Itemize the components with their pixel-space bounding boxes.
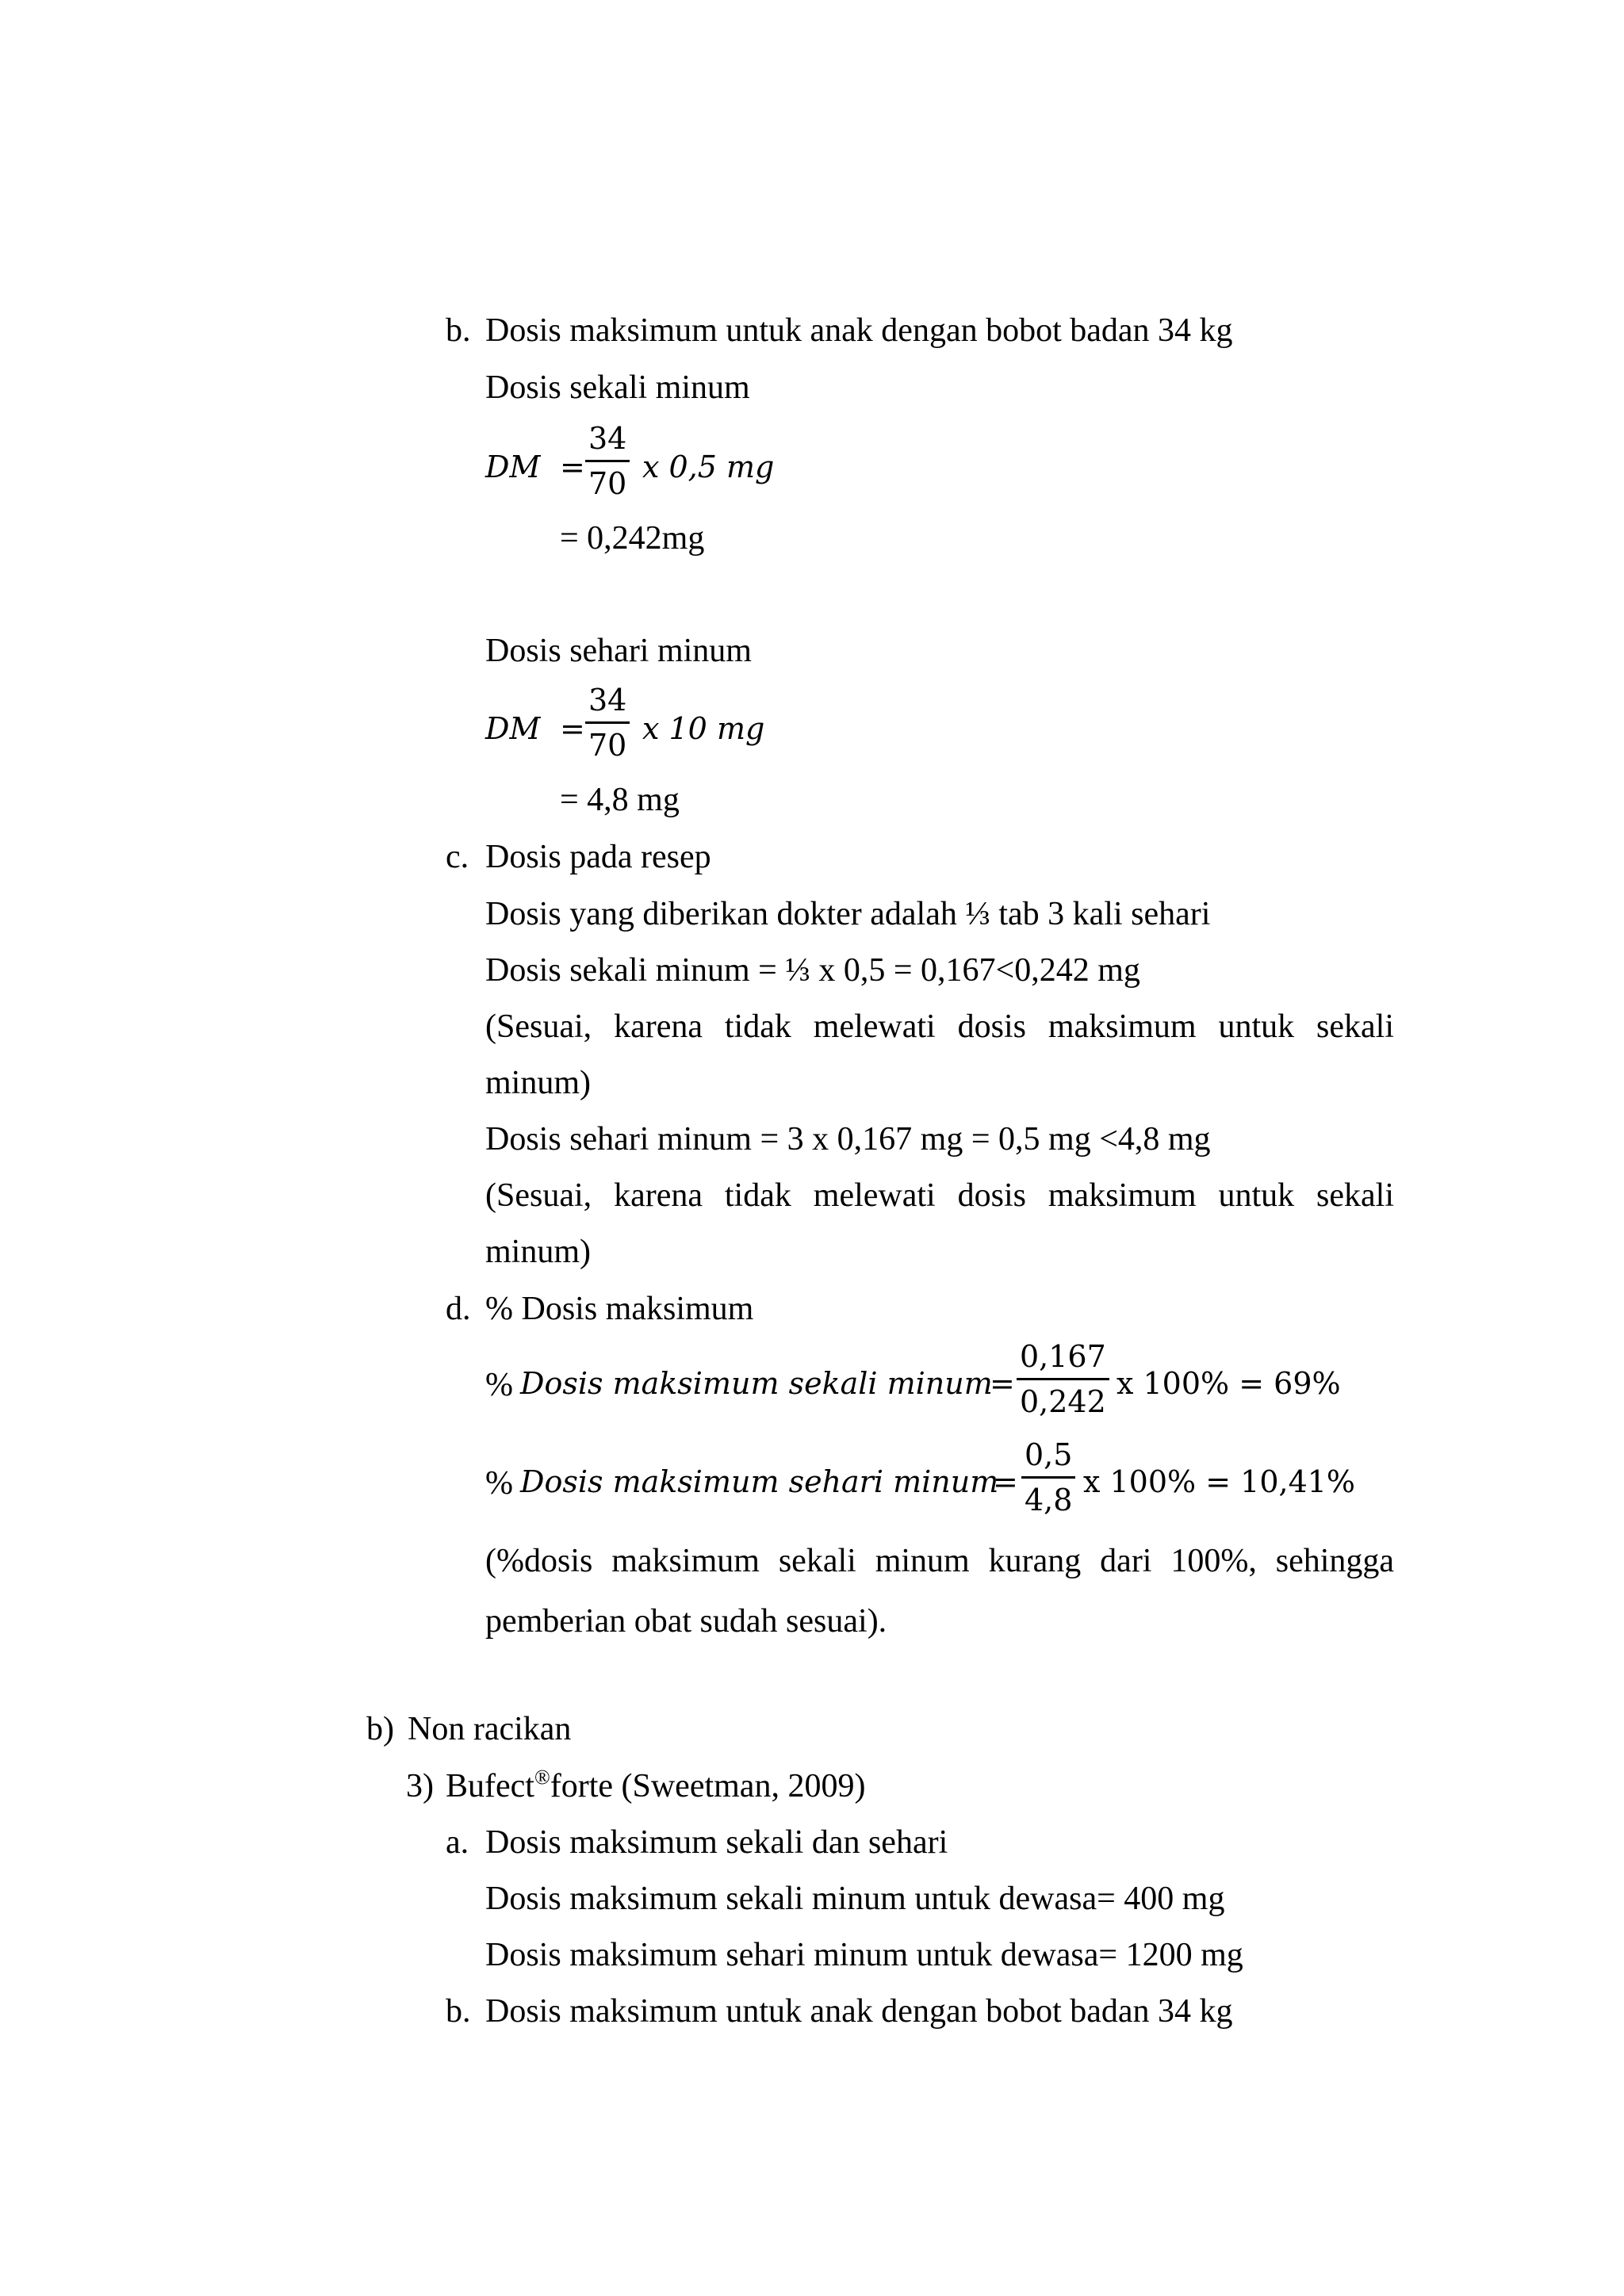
formula-fraction: [585, 423, 630, 499]
fraction-numerator: 34: [588, 421, 627, 456]
word: maksimum: [611, 1543, 760, 1579]
word: karena: [614, 1177, 703, 1214]
list-marker: 3): [406, 1768, 434, 1804]
formula-label: Dosis maksimum sehari minum: [520, 1464, 999, 1499]
dose-once-label: Dosis sekali minum: [485, 369, 750, 406]
word: dosis: [957, 1177, 1026, 1214]
formula-multiplier: x 0,5 mg: [642, 450, 775, 484]
list-marker: b): [366, 1711, 394, 1747]
word: 100%,: [1170, 1543, 1257, 1579]
word: minum: [875, 1543, 970, 1579]
section-heading: Dosis maksimum untuk anak dengan bobot badan 34 kg: [485, 312, 1233, 349]
section-heading: Dosis maksimum sekali dan sehari: [485, 1824, 948, 1861]
list-marker: a.: [446, 1824, 469, 1861]
paragraph-line: pemberian obat sudah sesuai).: [485, 1603, 887, 1640]
fraction-numerator: 0,167: [1020, 1339, 1106, 1374]
word: sehingga: [1275, 1543, 1395, 1579]
fraction-denominator: 70: [588, 466, 627, 501]
dose-daily-label: Dosis sehari minum: [485, 633, 752, 669]
word: maksimum: [1048, 1008, 1197, 1045]
formula-multiplier: x 100% = 10,41%: [1083, 1464, 1356, 1499]
paragraph-line: minum): [485, 1065, 591, 1101]
registered-mark: ®: [534, 1766, 550, 1789]
list-marker: b.: [446, 1993, 471, 2030]
formula-result: = 0,242mg: [560, 520, 705, 557]
paragraph-line: minum): [485, 1234, 591, 1270]
paragraph-line: Dosis yang diberikan dokter adalah ⅓ tab 3 kali sehari: [485, 896, 1211, 932]
word: sekali: [778, 1543, 856, 1579]
section-heading: Dosis maksimum untuk anak dengan bobot badan 34 kg: [485, 1993, 1233, 2030]
percent-sign: %: [485, 1465, 513, 1502]
drug-title: [446, 1766, 866, 1804]
section-heading: Non racikan: [408, 1711, 572, 1747]
paragraph-line: Dosis maksimum sekali minum untuk dewasa= 400 mg: [485, 1881, 1225, 1917]
formula-fraction: [1017, 1341, 1109, 1417]
word: maksimum: [1048, 1177, 1197, 1214]
word: sekali: [1316, 1177, 1395, 1214]
word: untuk: [1218, 1177, 1295, 1214]
paragraph-line: Dosis sekali minum = ⅓ x 0,5 = 0,167<0,242 mg: [485, 952, 1140, 989]
formula-multiplier: x 10 mg: [642, 711, 765, 746]
word: melewati: [813, 1008, 936, 1045]
word: dosis: [957, 1008, 1026, 1045]
formula-lhs: DM: [485, 711, 541, 746]
word: (Sesuai,: [485, 1008, 592, 1045]
formula-label: Dosis maksimum sekali minum: [520, 1366, 993, 1401]
word: untuk: [1218, 1008, 1295, 1045]
word: kurang: [988, 1543, 1082, 1579]
formula-fraction: [585, 683, 630, 763]
formula-lhs: DM: [485, 450, 541, 484]
formula-fraction: [1021, 1437, 1075, 1517]
paragraph-line: [485, 1010, 1394, 1043]
word: (Sesuai,: [485, 1177, 592, 1214]
fraction-numerator: 34: [588, 683, 627, 718]
list-marker: c.: [446, 839, 469, 875]
formula-multiplier: x 100% = 69%: [1116, 1366, 1341, 1401]
word: sekali: [1316, 1008, 1395, 1045]
paragraph-line: Dosis maksimum sehari minum untuk dewasa= 1200 mg: [485, 1937, 1243, 1973]
formula-equals: =: [560, 711, 585, 746]
list-marker: b.: [446, 312, 471, 349]
word: tidak: [724, 1008, 791, 1045]
section-heading: Dosis pada resep: [485, 839, 711, 875]
word: melewati: [813, 1177, 936, 1214]
fraction-denominator: 0,242: [1020, 1384, 1106, 1419]
formula-equals: =: [990, 1366, 1015, 1401]
section-heading: % Dosis maksimum: [485, 1291, 754, 1327]
drug-source: forte (Sweetman, 2009): [550, 1768, 866, 1804]
fraction-numerator: 0,5: [1025, 1437, 1073, 1472]
percent-sign: %: [485, 1367, 513, 1403]
paragraph-line: Dosis sehari minum = 3 x 0,167 mg = 0,5 mg <4,8 mg: [485, 1121, 1211, 1158]
fraction-denominator: 4,8: [1025, 1483, 1073, 1517]
paragraph-line: [485, 1544, 1394, 1578]
word: (%dosis: [485, 1543, 593, 1579]
formula-result: = 4,8 mg: [560, 782, 680, 818]
formula-equals: =: [560, 450, 585, 484]
formula-equals: =: [993, 1464, 1018, 1499]
word: tidak: [724, 1177, 791, 1214]
word: karena: [614, 1008, 703, 1045]
drug-name: Bufect: [446, 1768, 534, 1804]
list-marker: d.: [446, 1291, 471, 1327]
fraction-denominator: 70: [588, 728, 627, 763]
word: dari: [1100, 1543, 1152, 1579]
paragraph-line: [485, 1179, 1394, 1212]
